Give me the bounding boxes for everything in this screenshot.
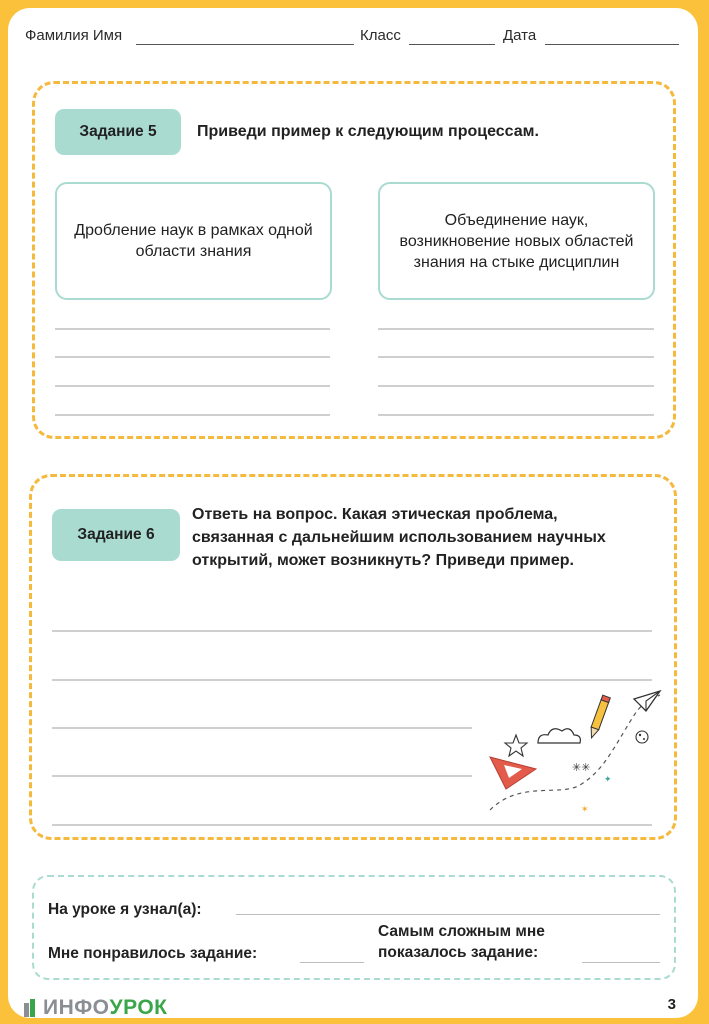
process-box-fragmentation bbox=[55, 182, 332, 300]
hardest-label: Самым сложным мне показалось задание: bbox=[378, 923, 545, 961]
reflection-section bbox=[32, 875, 676, 980]
learned-label: На уроке я узнал(а): bbox=[48, 901, 202, 918]
answer-line-left-2[interactable] bbox=[55, 356, 330, 358]
class-label: Класс bbox=[360, 27, 401, 44]
process-box-integration bbox=[378, 182, 655, 300]
answer-line-6-3[interactable] bbox=[52, 727, 472, 729]
answer-line-6-5[interactable] bbox=[52, 824, 652, 826]
task5-section bbox=[32, 81, 676, 439]
process-box-fragmentation-text: Дробление наук в рамках одной области знания bbox=[74, 222, 313, 260]
logo-text-part2: УРОК bbox=[109, 996, 168, 1019]
page-number: 3 bbox=[667, 996, 676, 1013]
cloud-icon bbox=[538, 729, 580, 743]
task6-prompt: Ответь на вопрос. Какая этическая проблема, связанная с дальнейшим использованием научных открытий, может возникнуть? Приведи пример. bbox=[192, 506, 606, 569]
class-field-line[interactable] bbox=[409, 44, 495, 45]
planet-icon bbox=[636, 731, 648, 743]
answer-line-left-1[interactable] bbox=[55, 328, 330, 330]
task6-section bbox=[29, 474, 677, 840]
science-doodles-illustration bbox=[480, 685, 670, 820]
logo-text-part1: ИНФО bbox=[43, 996, 110, 1019]
flight-path-icon bbox=[490, 695, 660, 810]
name-label: Фамилия Имя bbox=[25, 27, 123, 44]
answer-line-6-4[interactable] bbox=[52, 775, 472, 777]
small-star-teal-icon: ✦ bbox=[604, 775, 612, 785]
answer-line-6-2[interactable] bbox=[52, 679, 652, 681]
liked-answer-line[interactable] bbox=[300, 962, 364, 963]
worksheet-page bbox=[8, 8, 698, 1018]
sparkle-icon: ✳✳ bbox=[572, 761, 591, 774]
pencil-icon bbox=[588, 695, 611, 739]
answer-line-left-4[interactable] bbox=[55, 414, 330, 416]
answer-line-6-1[interactable] bbox=[52, 630, 652, 632]
infourok-logo bbox=[24, 996, 167, 1020]
logo-mark-icon bbox=[24, 999, 40, 1017]
answer-line-left-3[interactable] bbox=[55, 385, 330, 387]
answer-line-right-4[interactable] bbox=[378, 414, 654, 416]
paper-plane-icon bbox=[634, 691, 660, 711]
task5-badge: Задание 5 bbox=[55, 109, 181, 155]
name-field-line[interactable] bbox=[136, 44, 354, 45]
hardest-answer-line[interactable] bbox=[582, 962, 660, 963]
star-outline-icon bbox=[505, 735, 527, 756]
answer-line-right-1[interactable] bbox=[378, 328, 654, 330]
liked-label: Мне понравилось задание: bbox=[48, 945, 258, 962]
task5-prompt: Приведи пример к следующим процессам. bbox=[197, 123, 539, 140]
learned-answer-line[interactable] bbox=[236, 914, 660, 915]
task6-badge: Задание 6 bbox=[52, 509, 180, 561]
process-box-integration-text: Объединение наук, возникновение новых областей знания на стыке дисциплин bbox=[399, 211, 634, 271]
small-star-orange-icon: ✶ bbox=[581, 805, 589, 815]
triangle-ruler-icon bbox=[490, 757, 536, 789]
date-field-line[interactable] bbox=[545, 44, 679, 45]
answer-line-right-2[interactable] bbox=[378, 356, 654, 358]
answer-line-right-3[interactable] bbox=[378, 385, 654, 387]
date-label: Дата bbox=[503, 27, 537, 44]
